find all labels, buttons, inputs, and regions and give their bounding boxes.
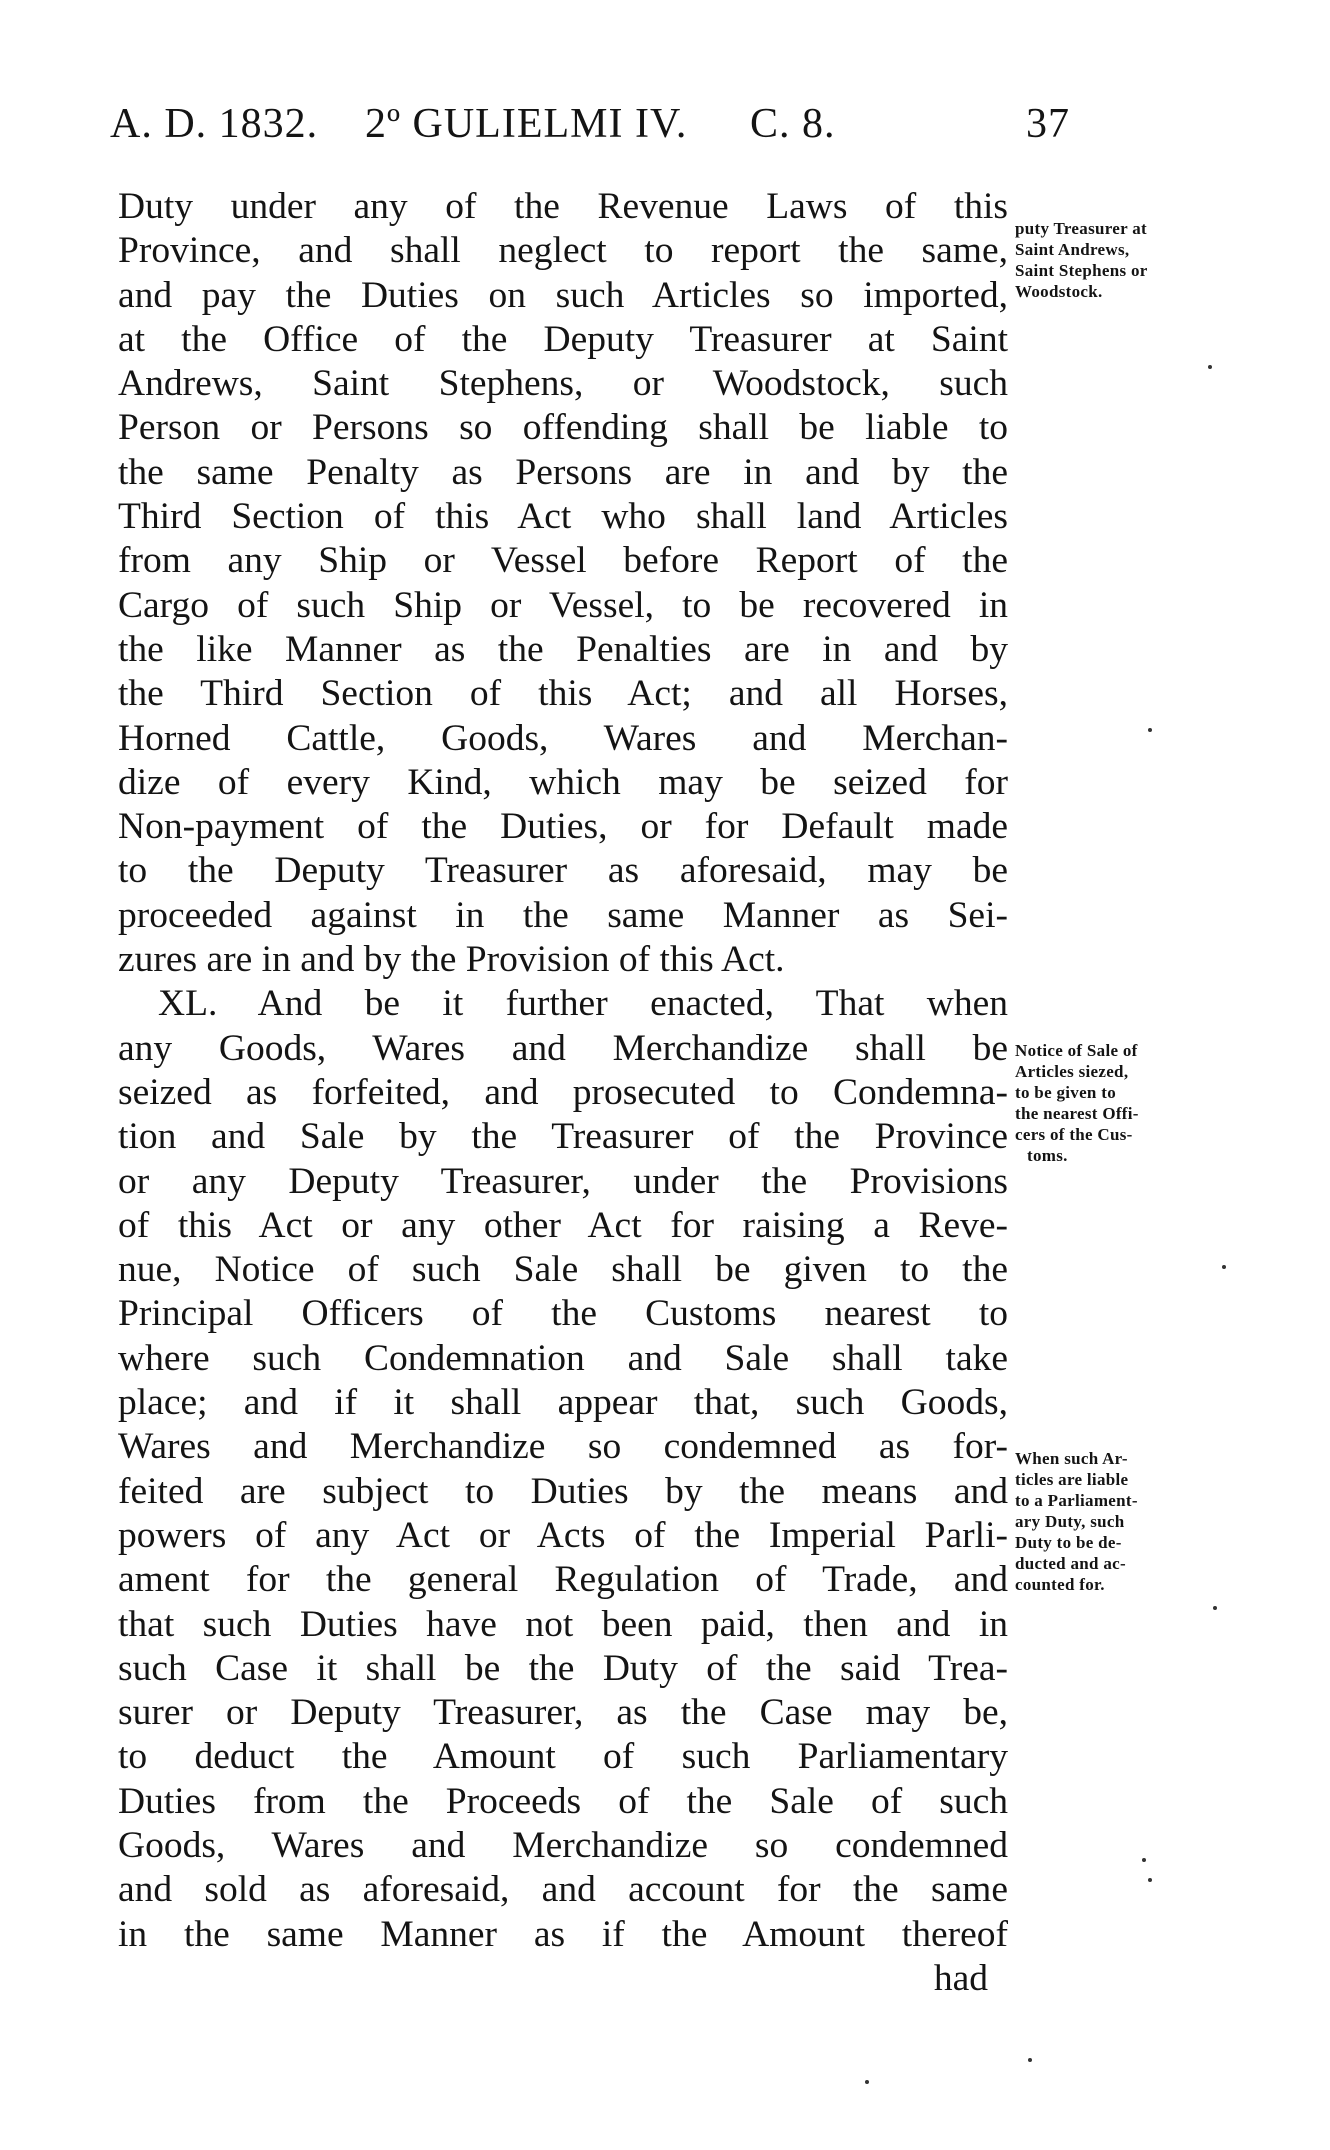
text-line: feited are subject to Duties by the means and [118,1470,1008,1512]
text-line: ament for the general Regulation of Trade, and [118,1559,1008,1601]
text-line: Cargo of such Ship or Vessel, to be recovered in [118,584,1008,626]
text-line: Horned Cattle, Goods, Wares and Merchan- [118,717,1008,759]
margin-note-line: to be given to [1015,1083,1116,1102]
margin-note-line: the nearest Offi- [1015,1104,1139,1123]
margin-note-line: counted for. [1015,1575,1105,1594]
text-line: that such Duties have not been paid, then and in [118,1603,1008,1645]
text-line: tion and Sale by the Treasurer of the Province [118,1116,1008,1158]
main-text-column [118,185,1008,2001]
margin-note-line: to a Parliament- [1015,1491,1138,1510]
text-line: such Case it shall be the Duty of the said Trea- [118,1647,1008,1689]
scan-speck [1148,1878,1152,1882]
text-line: Person or Persons so offending shall be liable to [118,407,1008,449]
margin-note-line: Duty to be de- [1015,1533,1122,1552]
text-line: seized as forfeited, and prosecuted to Condemna- [118,1071,1008,1113]
text-line: Wares and Merchandize so condemned as for- [118,1426,1008,1468]
text-line: nue, Notice of such Sale shall be given to the [118,1249,1008,1291]
text-line: proceeded against in the same Manner as Sei- [118,894,1008,936]
header-regnal-year: 2º GULIELMI IV. [365,101,688,147]
catchword: had [933,1957,988,1999]
running-header [110,100,1070,160]
text-line: any Goods, Wares and Merchandize shall be [118,1027,1008,1069]
margin-note-line: Woodstock. [1015,282,1103,301]
scan-speck [865,2080,869,2084]
text-line: Andrews, Saint Stephens, or Woodstock, such [118,363,1008,405]
margin-note-line: When such Ar- [1015,1449,1128,1468]
margin-note-line: ticles are liable [1015,1470,1129,1489]
margin-note-notice-of-sale [1015,1040,1220,1166]
text-line: Province, and shall neglect to report the same, [118,230,1008,272]
margin-note-line: cers of the Cus- [1015,1125,1133,1144]
header-chapter: C. 8. [750,101,836,147]
scan-speck [1028,2058,1032,2062]
text-line: the same Penalty as Persons are in and by the [118,451,1008,493]
margin-note-deputy-treasurer [1015,218,1220,302]
text-line: to deduct the Amount of such Parliamentary [118,1736,1008,1778]
text-line: in the same Manner as if the Amount thereof [118,1913,1008,1955]
margin-note-line: Articles siezed, [1015,1062,1129,1081]
text-line: where such Condemnation and Sale shall take [118,1337,1008,1379]
header-year: A. D. 1832. [110,101,319,147]
scan-speck [1213,1606,1217,1610]
margin-note-parliamentary-duty [1015,1448,1220,1595]
text-line: Principal Officers of the Customs nearest to [118,1293,1008,1335]
text-line: Non-payment of the Duties, or for Default made [118,806,1008,848]
text-line: and sold as aforesaid, and account for the same [118,1869,1008,1911]
scan-speck [1222,1265,1226,1269]
text-line: Duties from the Proceeds of the Sale of such [118,1780,1008,1822]
text-line: of this Act or any other Act for raising a Reve- [118,1204,1008,1246]
scan-speck [1148,728,1152,732]
scan-speck [1142,1858,1146,1862]
text-line: place; and if it shall appear that, such Goods, [118,1382,1008,1424]
text-line: zures are in and by the Provision of this Act. [118,939,785,981]
text-line: dize of every Kind, which may be seized for [118,761,1008,803]
margin-note-line: Notice of Sale of [1015,1041,1138,1060]
text-line: the like Manner as the Penalties are in and by [118,628,1008,670]
text-line: Goods, Wares and Merchandize so condemned [118,1824,1008,1866]
text-line: surer or Deputy Treasurer, as the Case may be, [118,1692,1008,1734]
text-line: Third Section of this Act who shall land Articles [118,496,1008,538]
page-number: 37 [1026,101,1070,147]
text-line: powers of any Act or Acts of the Imperial Parli- [118,1514,1008,1556]
text-line: to the Deputy Treasurer as aforesaid, may be [118,850,1008,892]
text-line: from any Ship or Vessel before Report of the [118,540,1008,582]
section-xl-start: XL. And be it further enacted, That when [158,983,1008,1025]
scan-speck [1208,365,1212,369]
margin-note-line: ducted and ac- [1015,1554,1126,1573]
text-line: and pay the Duties on such Articles so imported, [118,274,1008,316]
text-line: or any Deputy Treasurer, under the Provisions [118,1160,1008,1202]
margin-note-line: Saint Andrews, [1015,240,1130,259]
text-line: the Third Section of this Act; and all Horses, [118,673,1008,715]
margin-note-line: ary Duty, such [1015,1512,1125,1531]
margin-note-line: Saint Stephens or [1015,261,1148,280]
text-line: at the Office of the Deputy Treasurer at Saint [118,318,1008,360]
margin-note-line: puty Treasurer at [1015,219,1147,238]
text-line: Duty under any of the Revenue Laws of this [118,186,1008,227]
margin-note-line: toms. [1027,1146,1068,1165]
